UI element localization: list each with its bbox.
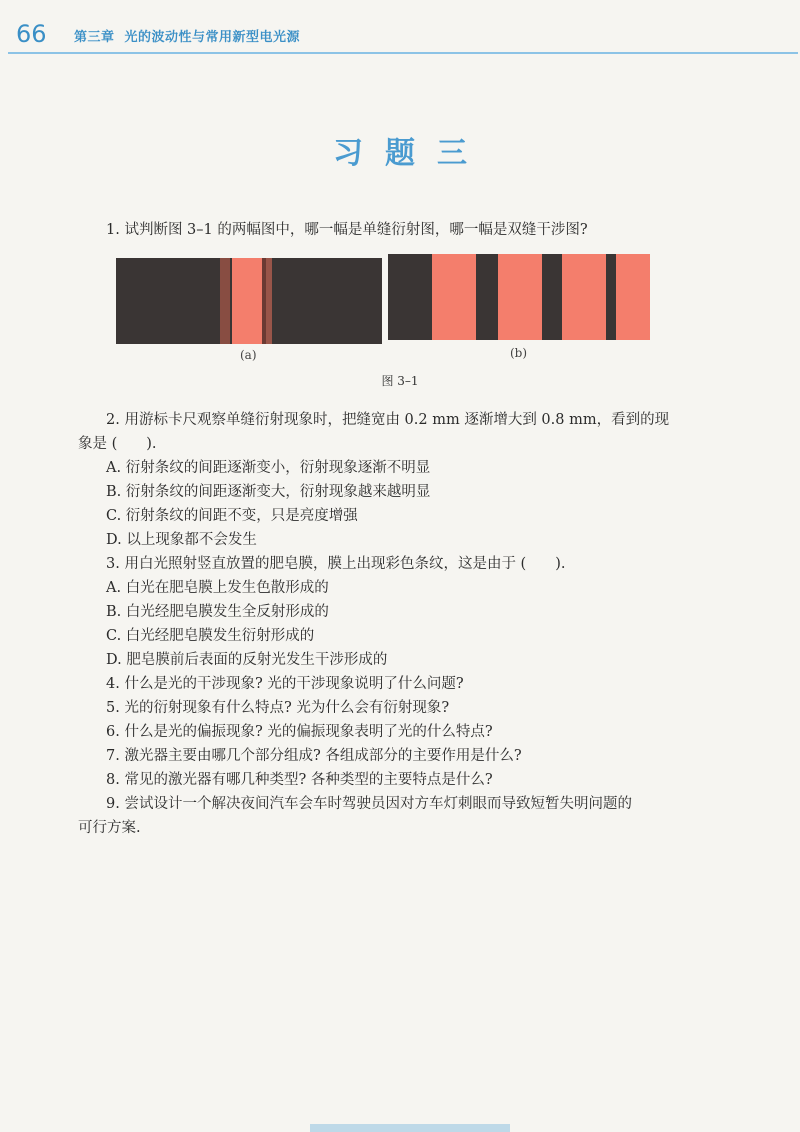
question-2-option-c: C. 衍射条纹的间距不变，只是亮度增强 [106,508,358,524]
question-7: 7. 激光器主要由哪几个部分组成? 各组成部分的主要作用是什么? [106,748,522,764]
fringe-a-side-right [266,258,272,344]
fringe-image-a [116,258,382,344]
fringe-image-b [388,254,650,340]
fringe-a-side-left [220,258,230,344]
single-slit-pattern [116,258,382,344]
page-bottom-mark [310,1124,510,1132]
section-title: 习题三 [333,136,489,171]
fringe-b-bright-1 [432,254,476,340]
fringe-a-central-bright [232,258,262,344]
chapter-label: 第三章 [74,30,115,45]
fringe-b-bright-3 [562,254,606,340]
header-rule [8,52,798,54]
figure-label-b: (b) [510,346,528,360]
chapter-heading [74,26,310,45]
question-3-option-d: D. 肥皂膜前后表面的反射光发生干涉形成的 [106,652,388,668]
question-8: 8. 常见的激光器有哪几种类型? 各种类型的主要特点是什么? [106,772,493,788]
figure-label-a: (a) [240,348,257,362]
question-2-option-a: A. 衍射条纹的间距逐渐变小，衍射现象逐渐不明显 [106,460,431,476]
question-3-option-a: A. 白光在肥皂膜上发生色散形成的 [106,580,329,596]
page-number: 66 [16,20,47,48]
double-slit-pattern [388,254,650,340]
question-2-line-1: 2. 用游标卡尺观察单缝衍射现象时，把缝宽由 0.2 mm 逐渐增大到 0.8 mm，看到的现 [106,412,670,428]
question-2-option-b: B. 衍射条纹的间距逐渐变大，衍射现象越来越明显 [106,484,431,500]
chapter-title: 光的波动性与常用新型电光源 [124,30,301,45]
question-4: 4. 什么是光的干涉现象? 光的干涉现象说明了什么问题? [106,676,464,692]
question-5: 5. 光的衍射现象有什么特点? 光为什么会有衍射现象? [106,700,450,716]
fringe-b-bright-2 [498,254,542,340]
figure-caption: 图 3–1 [381,374,419,388]
fringe-b-bright-4 [616,254,650,340]
question-3: 3. 用白光照射竖直放置的肥皂膜，膜上出现彩色条纹，这是由于 ( ). [106,556,566,572]
question-6: 6. 什么是光的偏振现象? 光的偏振现象表明了光的什么特点? [106,724,493,740]
page-header [0,0,800,56]
question-9-line-1: 9. 尝试设计一个解决夜间汽车会车时驾驶员因对方车灯刺眼而导致短暂失明问题的 [106,796,632,812]
question-1: 1. 试判断图 3–1 的两幅图中，哪一幅是单缝衍射图，哪一幅是双缝干涉图? [106,222,588,238]
question-2-option-d: D. 以上现象都不会发生 [106,532,257,548]
question-9-line-2: 可行方案. [78,820,141,836]
fringe-a-dark-line [262,258,266,344]
question-3-option-c: C. 白光经肥皂膜发生衍射形成的 [106,628,315,644]
question-3-option-b: B. 白光经肥皂膜发生全反射形成的 [106,604,329,620]
question-2-line-2: 象是 ( ). [78,436,157,452]
